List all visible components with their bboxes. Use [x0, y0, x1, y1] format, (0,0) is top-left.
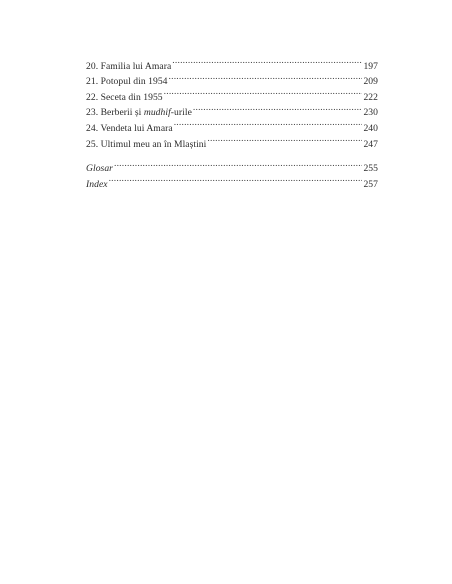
chapter-number: 24.: [86, 122, 99, 134]
dot-leader: [169, 69, 363, 85]
table-of-contents: [86, 53, 378, 190]
toc-entry-title: [86, 90, 163, 106]
toc-entry-title: [86, 59, 171, 75]
toc-entry-index: [86, 171, 378, 190]
chapter-number: 23.: [86, 107, 99, 119]
toc-entry-chapter-20: [86, 53, 378, 72]
toc-entry-title: [86, 74, 168, 90]
chapter-title: Familia lui Amara: [100, 60, 172, 72]
page-number: 197: [363, 60, 378, 72]
page-number: 230: [363, 107, 378, 119]
chapter-title-after: -urile: [170, 107, 192, 119]
dot-leader: [172, 53, 362, 69]
back-matter-title: Index: [86, 178, 108, 190]
chapter-title-italic: mudhif: [143, 107, 171, 119]
chapter-title: Potopul din 1954: [100, 76, 168, 88]
chapter-title: Vendeta lui Amara: [100, 122, 173, 134]
toc-entry-title: [86, 121, 173, 137]
page-number: 209: [363, 76, 378, 88]
chapter-title: Ultimul meu an în Mlaștini: [100, 138, 207, 150]
toc-entry-glosar: [86, 156, 378, 175]
dot-leader: [164, 84, 363, 100]
chapter-title-before: Berberii și: [100, 107, 144, 119]
page-number: 247: [363, 138, 378, 150]
chapter-number: 20.: [86, 60, 99, 72]
dot-leader: [114, 156, 362, 172]
dot-leader: [193, 100, 363, 116]
chapter-title: Seceta din 1955: [100, 91, 163, 103]
chapter-number: 21.: [86, 76, 99, 88]
page-number: 222: [363, 91, 378, 103]
chapter-number: 25.: [86, 138, 99, 150]
back-matter-title: Glosar: [86, 163, 113, 175]
page-number: 255: [363, 163, 378, 175]
page-number: 257: [363, 178, 378, 190]
dot-leader: [109, 171, 363, 187]
toc-entry-title: [86, 137, 206, 153]
chapter-number: 22.: [86, 91, 99, 103]
page-number: 240: [363, 122, 378, 134]
dot-leader: [207, 131, 362, 147]
dot-leader: [174, 115, 363, 131]
